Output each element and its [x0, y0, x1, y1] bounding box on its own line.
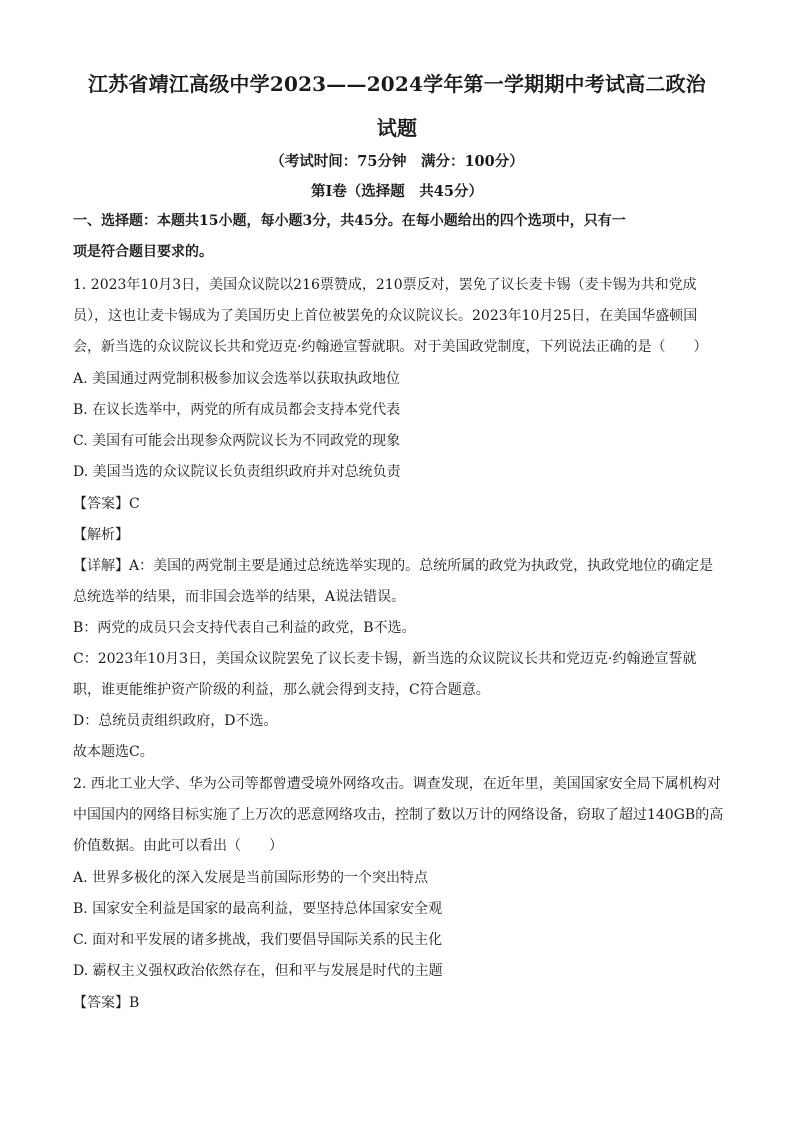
q1-detail-line-3: B：两党的成员只会支持代表自己利益的政党，B不选。 — [73, 620, 416, 636]
section-header: 第Ⅰ卷（选择题 共45分） — [311, 183, 483, 200]
q1-option-b: B. 在议长选举中，两党的所有成员都会支持本党代表 — [73, 402, 401, 418]
q1-detail-line-2: 总统选举的结果，而非国会选举的结果，A说法错误。 — [73, 589, 406, 605]
q2-answer: 【答案】B — [73, 995, 140, 1011]
instructions-line-1: 一、选择题：本题共15小题，每小题3分，共45分。在每小题给出的四个选项中，只有一 — [73, 213, 626, 229]
q1-detail-line-4: C：2023年10月3日，美国众议院罢免了议长麦卡锡，新当选的众议院议长共和党迈克·约翰逊宣誓就 — [73, 651, 697, 667]
q1-stem-line-3: 会，新当选的众议院议长共和党迈克·约翰逊宣誓就职。对于美国政党制度，下列说法正确的是（ ） — [73, 339, 708, 355]
q2-stem-line-2: 中国国内的网络目标实施了上万次的恶意网络攻击，控制了数以万计的网络设备，窃取了超过140GB的高 — [73, 807, 724, 823]
q2-stem-line-3: 价值数据。由此可以看出（ ） — [73, 838, 283, 854]
exam-title: 江苏省靖江高级中学2023——2024学年第一学期期中考试高二政治 — [88, 72, 706, 96]
q1-option-a: A. 美国通过两党制积极参加议会选举以获取执政地位 — [73, 371, 401, 387]
q1-detail-line-7: 故本题选C。 — [73, 744, 154, 760]
q2-option-c: C. 面对和平发展的诸多挑战，我们要倡导国际关系的民主化 — [73, 932, 443, 948]
q1-analysis-label: 【解析】 — [73, 527, 129, 543]
q1-stem-line-2: 员），这也让麦卡锡成为了美国历史上首位被罢免的众议院议长。2023年10月25日，在美国华盛顿国 — [73, 308, 698, 324]
exam-info: （考试时间：75分钟 满分：100分） — [270, 153, 524, 170]
instructions-line-2: 项是符合题目要求的。 — [73, 244, 213, 260]
q2-option-b: B. 国家安全利益是国家的最高利益，要坚持总体国家安全观 — [73, 901, 443, 917]
q1-option-c: C. 美国有可能会出现参众两院议长为不同政党的现象 — [73, 433, 401, 449]
q2-option-a: A. 世界多极化的深入发展是当前国际形势的一个突出特点 — [73, 870, 429, 886]
q1-detail-line-5: 职，谁更能维护资产阶级的利益，那么就会得到支持，C符合题意。 — [73, 682, 490, 698]
q2-stem-line-1: 2. 西北工业大学、华为公司等都曾遭受境外网络攻击。调查发现，在近年里，美国国家安全局下属机构对 — [73, 776, 721, 792]
q1-answer: 【答案】C — [73, 496, 140, 512]
q2-option-d: D. 霸权主义强权政治依然存在，但和平与发展是时代的主题 — [73, 963, 443, 979]
exam-title-continued: 试题 — [376, 116, 418, 140]
q1-option-d: D. 美国当选的众议院议长负责组织政府并对总统负责 — [73, 464, 401, 480]
q1-detail-line-6: D：总统员责组织政府，D不选。 — [73, 713, 278, 729]
q1-stem-line-1: 1. 2023年10月3日，美国众议院以216票赞成，210票反对，罢免了议长麦卡锡（麦卡锡为共和党成 — [73, 277, 697, 293]
q1-detail-line-1: 【详解】A：美国的两党制主要是通过总统选举实现的。总统所属的政党为执政党，执政党地位的确定是 — [73, 558, 714, 574]
